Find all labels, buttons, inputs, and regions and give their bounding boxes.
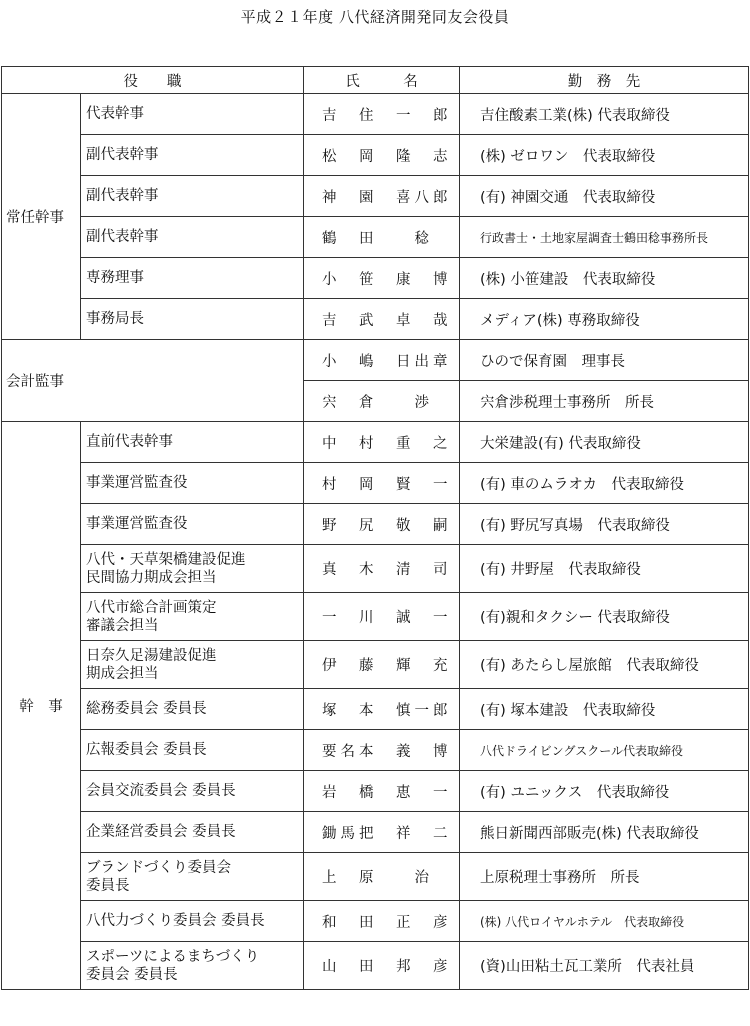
name-cell: 要名本 義 博 (304, 730, 460, 771)
role-cell: 広報委員会 委員長 (81, 730, 304, 771)
group-label-standing: 常任幹事 (2, 94, 81, 340)
name-cell: 松 岡 隆 志 (304, 135, 460, 176)
table-row (2, 593, 749, 641)
workplace-cell: (有) ユニックス 代表取締役 (460, 771, 749, 812)
role-cell (81, 853, 304, 901)
table-row (2, 901, 749, 942)
workplace-cell: (有) 野尻写真場 代表取締役 (460, 504, 749, 545)
table-row (2, 94, 749, 135)
role-cell: 直前代表幹事 (81, 422, 304, 463)
name-cell: 塚 本 慎一郎 (304, 689, 460, 730)
table-row (2, 176, 749, 217)
table-row (2, 463, 749, 504)
workplace-cell: (有) 車のムラオカ 代表取締役 (460, 463, 749, 504)
role-line-1: スポーツによるまちづくり (86, 948, 260, 965)
workplace-cell: (株) ゼロワン 代表取締役 (460, 135, 749, 176)
workplace-cell: 八代ドライビングスクール代表取締役 (460, 730, 749, 771)
name-cell: 村 岡 賢 一 (304, 463, 460, 504)
table-row (2, 812, 749, 853)
role-cell (81, 641, 304, 689)
table-row (2, 422, 749, 463)
role-line-1: 日奈久足湯建設促進 (86, 647, 217, 664)
name-cell: 宍 倉 渉 (304, 381, 460, 422)
workplace-cell: (資)山田粘土瓦工業所 代表社員 (460, 942, 749, 990)
workplace-cell: (有) あたらし屋旅館 代表取締役 (460, 641, 749, 689)
group-label-directors: 幹 事 (2, 422, 81, 990)
role-cell: 代表幹事 (81, 94, 304, 135)
workplace-cell: (有) 神園交通 代表取締役 (460, 176, 749, 217)
group-label-auditor: 会計監事 (2, 340, 304, 422)
name-cell: 上 原 治 (304, 853, 460, 901)
name-cell: 一 川 誠 一 (304, 593, 460, 641)
role-line-1: 八代・天草架橋建設促進 (86, 551, 246, 568)
table-row (2, 942, 749, 990)
name-cell: 小 嶋 日出章 (304, 340, 460, 381)
role-line-2: 委員会 委員長 (86, 966, 178, 983)
role-cell: 副代表幹事 (81, 135, 304, 176)
name-cell: 真 木 清 司 (304, 545, 460, 593)
table-row (2, 545, 749, 593)
workplace-cell: (有) 塚本建設 代表取締役 (460, 689, 749, 730)
name-cell: 野 尻 敬 嗣 (304, 504, 460, 545)
name-cell: 山 田 邦 彦 (304, 942, 460, 990)
table-row (2, 771, 749, 812)
workplace-cell: (有) 井野屋 代表取締役 (460, 545, 749, 593)
name-cell: 吉 住 一 郎 (304, 94, 460, 135)
role-line-1: ブランドづくり委員会 (86, 859, 231, 876)
name-cell: 小 笹 康 博 (304, 258, 460, 299)
workplace-cell: ひので保育園 理事長 (460, 340, 749, 381)
table-row (2, 135, 749, 176)
role-line-2: 委員長 (86, 877, 130, 894)
name-cell: 神 園 喜八郎 (304, 176, 460, 217)
header-name: 氏 名 (304, 67, 460, 94)
table-row (2, 853, 749, 901)
name-cell: 吉 武 卓 哉 (304, 299, 460, 340)
workplace-cell: (有)親和タクシー 代表取締役 (460, 593, 749, 641)
role-cell: 会員交流委員会 委員長 (81, 771, 304, 812)
role-cell: 八代力づくり委員会 委員長 (81, 901, 304, 942)
table-row (2, 217, 749, 258)
table-row (2, 730, 749, 771)
workplace-cell: メディア(株) 専務取締役 (460, 299, 749, 340)
officer-table (1, 66, 749, 990)
name-cell: 岩 橋 恵 一 (304, 771, 460, 812)
workplace-cell: 熊日新聞西部販売(株) 代表取締役 (460, 812, 749, 853)
table-row (2, 689, 749, 730)
workplace-cell: 上原税理士事務所 所長 (460, 853, 749, 901)
role-line-2: 審議会担当 (86, 617, 159, 634)
workplace-cell: 大栄建設(有) 代表取締役 (460, 422, 749, 463)
role-cell (81, 545, 304, 593)
role-cell: 事務局長 (81, 299, 304, 340)
name-cell: 鶴 田 稔 (304, 217, 460, 258)
role-cell: 専務理事 (81, 258, 304, 299)
role-cell (81, 593, 304, 641)
workplace-cell: 行政書士・土地家屋調査士鶴田稔事務所長 (460, 217, 749, 258)
role-cell: 副代表幹事 (81, 217, 304, 258)
role-line-1: 八代市総合計画策定 (86, 599, 217, 616)
role-cell: 総務委員会 委員長 (81, 689, 304, 730)
name-cell: 伊 藤 輝 充 (304, 641, 460, 689)
page-title: 平成２１年度 八代経済開発同友会役員 (240, 8, 510, 26)
table-row (2, 340, 749, 381)
role-cell: 事業運営監査役 (81, 463, 304, 504)
role-line-2: 民間協力期成会担当 (86, 569, 217, 586)
workplace-cell: 宍倉渉税理士事務所 所長 (460, 381, 749, 422)
workplace-cell: 吉住酸素工業(株) 代表取締役 (460, 94, 749, 135)
table-row (2, 299, 749, 340)
role-line-2: 期成会担当 (86, 665, 159, 682)
role-cell: 事業運営監査役 (81, 504, 304, 545)
header-role: 役 職 (2, 67, 304, 94)
table-header-row (2, 67, 749, 94)
workplace-cell: (株) 小笹建設 代表取締役 (460, 258, 749, 299)
table-row (2, 504, 749, 545)
workplace-cell: (株) 八代ロイヤルホテル 代表取締役 (460, 901, 749, 942)
table-row (2, 258, 749, 299)
role-cell: 企業経営委員会 委員長 (81, 812, 304, 853)
table-row (2, 641, 749, 689)
name-cell: 和 田 正 彦 (304, 901, 460, 942)
role-cell (81, 942, 304, 990)
name-cell: 中 村 重 之 (304, 422, 460, 463)
header-work: 勤 務 先 (460, 67, 749, 94)
role-cell: 副代表幹事 (81, 176, 304, 217)
name-cell: 鋤馬把 祥 二 (304, 812, 460, 853)
